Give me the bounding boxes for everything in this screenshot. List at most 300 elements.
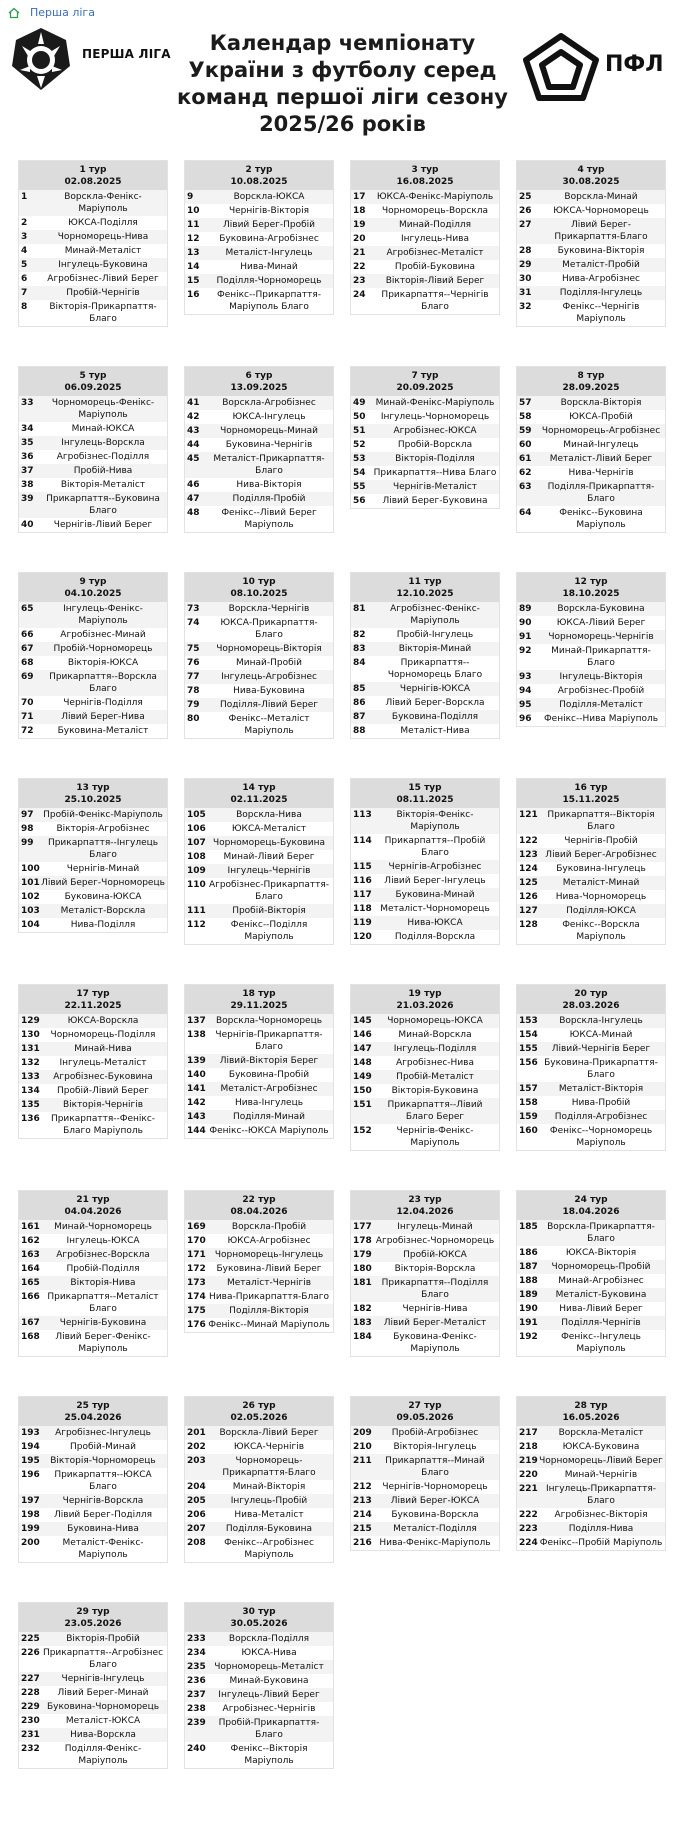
match-row xyxy=(517,1330,665,1356)
match-row xyxy=(517,1522,665,1536)
match-row xyxy=(351,696,499,710)
match-number: 101 xyxy=(21,878,40,888)
match-number: 92 xyxy=(519,646,532,656)
match-teams: Буковина-Чернігів xyxy=(225,440,313,450)
tour-card xyxy=(184,1396,334,1563)
match-teams: Лівий Берег-ЮКСА xyxy=(390,1496,480,1506)
match-number: 76 xyxy=(187,658,200,668)
match-row xyxy=(517,602,665,616)
match-number: 116 xyxy=(353,876,372,886)
match-number: 179 xyxy=(353,1250,372,1260)
match-number: 191 xyxy=(519,1318,538,1328)
tour-label: 14 тур xyxy=(242,783,276,793)
match-number: 24 xyxy=(353,290,366,300)
match-row xyxy=(517,616,665,630)
match-teams: Нива-Агробізнес xyxy=(562,274,640,284)
match-row xyxy=(517,1110,665,1124)
match-number: 110 xyxy=(187,880,206,890)
match-number: 60 xyxy=(519,440,532,450)
tour-card xyxy=(350,1190,500,1357)
match-teams: Буковина-Металіст xyxy=(57,726,149,736)
match-teams: Вікторія-Минай xyxy=(398,644,472,654)
match-teams: ЮКСА-Фенікс-Маріуполь xyxy=(376,192,494,202)
match-teams: Інгулець-Ворскла xyxy=(61,438,145,448)
match-row xyxy=(517,410,665,424)
tour-date: 29.11.2025 xyxy=(230,1001,288,1011)
match-teams: Минай-Поділля xyxy=(398,220,472,230)
match-number: 158 xyxy=(519,1098,538,1108)
tour-card xyxy=(184,1190,334,1333)
match-teams: Буковина-Вікторія xyxy=(557,246,645,256)
match-teams: Металіст-Чернігів xyxy=(226,1278,312,1288)
match-teams: Чорноморець-Агробізнес xyxy=(541,426,661,436)
match-number: 62 xyxy=(519,468,532,478)
match-row xyxy=(351,204,499,218)
match-row xyxy=(19,1316,167,1330)
match-teams: Поділля-Прикарпаття-Благо xyxy=(547,482,655,504)
match-number: 219 xyxy=(519,1456,538,1466)
match-teams: Інгулець-Пробій xyxy=(230,1496,308,1506)
match-teams: Поділля-Чорноморець xyxy=(216,276,322,286)
match-teams: Поділля-Металіст xyxy=(559,700,643,710)
match-teams: Ворскла-Металіст xyxy=(558,1428,644,1438)
match-number: 187 xyxy=(519,1262,538,1272)
match-number: 178 xyxy=(353,1236,372,1246)
match-number: 81 xyxy=(353,604,366,614)
match-teams: Інгулець-Прикарпаття-Благо xyxy=(545,1484,657,1506)
match-row xyxy=(351,218,499,232)
match-teams: Чорноморець-Металіст xyxy=(214,1662,324,1672)
match-teams: Чернігів-Вікторія xyxy=(228,206,310,216)
match-number: 20 xyxy=(353,234,366,244)
match-teams: Металіст-Ворскла xyxy=(60,906,146,916)
match-row xyxy=(351,808,499,834)
match-row xyxy=(185,616,333,642)
match-row xyxy=(185,1276,333,1290)
match-number: 108 xyxy=(187,852,206,862)
match-teams: Лівий Берег-Чорноморець xyxy=(41,878,165,888)
match-teams: ЮКСА-Інгулець xyxy=(232,412,306,422)
match-teams: Вікторія-Інгулець xyxy=(393,1442,477,1452)
match-row xyxy=(185,1110,333,1124)
match-number: 27 xyxy=(519,220,532,230)
match-teams: Лівий-Вікторія Берег xyxy=(219,1056,319,1066)
match-row xyxy=(19,1290,167,1316)
match-row xyxy=(19,1646,167,1672)
match-number: 117 xyxy=(353,890,372,900)
match-number: 235 xyxy=(187,1662,206,1672)
match-number: 114 xyxy=(353,836,372,846)
tour-label: 25 тур xyxy=(76,1401,110,1411)
match-row xyxy=(185,1248,333,1262)
tour-header xyxy=(351,985,499,1014)
match-row xyxy=(185,506,333,532)
match-teams: Пробій-Прикарпаття-Благо xyxy=(218,1718,320,1740)
match-number: 73 xyxy=(187,604,200,614)
match-number: 19 xyxy=(353,220,366,230)
match-teams: Прикарпаття--Чернігів Благо xyxy=(381,290,489,312)
tour-date: 28.09.2025 xyxy=(562,383,620,393)
match-teams: Пробій-Лівий Берег xyxy=(57,1086,149,1096)
tour-header xyxy=(19,1397,167,1426)
match-teams: Поділля-Лівий Берег xyxy=(220,700,318,710)
match-teams: Нива-Інгулець xyxy=(235,1098,303,1108)
match-number: 41 xyxy=(187,398,200,408)
match-number: 31 xyxy=(519,288,532,298)
match-number: 21 xyxy=(353,248,366,258)
tour-card xyxy=(350,778,500,945)
match-row xyxy=(185,904,333,918)
match-number: 34 xyxy=(21,424,34,434)
match-row xyxy=(351,1098,499,1124)
match-number: 22 xyxy=(353,262,366,272)
match-row xyxy=(351,860,499,874)
match-teams: Агробізнес-Прикарпаття-Благо xyxy=(208,880,330,902)
match-number: 137 xyxy=(187,1016,206,1026)
match-row xyxy=(351,874,499,888)
match-number: 169 xyxy=(187,1222,206,1232)
match-number: 7 xyxy=(21,288,28,298)
match-row xyxy=(517,1536,665,1550)
match-number: 63 xyxy=(519,482,532,492)
match-number: 221 xyxy=(519,1484,538,1494)
match-number: 162 xyxy=(21,1236,40,1246)
match-number: 214 xyxy=(353,1510,372,1520)
match-row xyxy=(517,834,665,848)
tour-date: 08.10.2025 xyxy=(230,589,288,599)
tour-header xyxy=(185,1603,333,1632)
match-number: 5 xyxy=(21,260,28,270)
match-row xyxy=(517,424,665,438)
match-number: 40 xyxy=(21,520,34,530)
tour-card xyxy=(18,366,168,533)
match-teams: Пробій-ЮКСА xyxy=(403,1250,467,1260)
match-number: 190 xyxy=(519,1304,538,1314)
match-row xyxy=(517,218,665,244)
match-row xyxy=(185,1096,333,1110)
match-row xyxy=(351,1028,499,1042)
tour-header xyxy=(185,573,333,602)
match-number: 225 xyxy=(21,1634,40,1644)
match-row xyxy=(19,1234,167,1248)
match-teams: Агробізнес-Металіст xyxy=(386,248,484,258)
match-teams: Лівий Берег-Прикарпаття-Благо xyxy=(554,220,648,242)
tour-header xyxy=(351,161,499,190)
tour-header xyxy=(19,367,167,396)
match-teams: Прикарпаття--Нива Благо xyxy=(373,468,497,478)
match-number: 105 xyxy=(187,810,206,820)
match-teams: Минай-Металіст xyxy=(64,246,142,256)
match-row xyxy=(19,710,167,724)
match-row xyxy=(19,464,167,478)
tour-header xyxy=(19,1191,167,1220)
tour-card xyxy=(18,1190,168,1357)
tour-card xyxy=(18,572,168,739)
match-number: 26 xyxy=(519,206,532,216)
match-number: 177 xyxy=(353,1222,372,1232)
match-number: 143 xyxy=(187,1112,206,1122)
match-row xyxy=(517,1246,665,1260)
match-row xyxy=(19,1494,167,1508)
tour-header xyxy=(185,367,333,396)
match-row xyxy=(19,492,167,518)
match-teams: Лівий-Чернігів Берег xyxy=(551,1044,651,1054)
match-row xyxy=(19,890,167,904)
match-row xyxy=(185,204,333,218)
match-row xyxy=(19,822,167,836)
match-number: 183 xyxy=(353,1318,372,1328)
match-number: 129 xyxy=(21,1016,40,1026)
tour-date: 30.05.2026 xyxy=(230,1619,288,1629)
match-number: 157 xyxy=(519,1084,538,1094)
match-number: 104 xyxy=(21,920,40,930)
match-number: 168 xyxy=(21,1332,40,1342)
match-teams: Фенікс--ЮКСА Маріуполь xyxy=(209,1126,329,1136)
match-teams: Нива-Металіст xyxy=(234,1510,304,1520)
match-teams: ЮКСА-Пробій xyxy=(569,412,633,422)
match-number: 84 xyxy=(353,658,366,668)
match-row xyxy=(185,274,333,288)
tour-card xyxy=(18,160,168,327)
tour-card xyxy=(184,160,334,315)
match-number: 100 xyxy=(21,864,40,874)
match-row xyxy=(185,190,333,204)
match-row xyxy=(517,1426,665,1440)
match-number: 64 xyxy=(519,508,532,518)
tour-date: 22.11.2025 xyxy=(64,1001,122,1011)
match-number: 53 xyxy=(353,454,366,464)
match-teams: Чорноморець-Ворскла xyxy=(381,206,489,216)
match-row xyxy=(185,836,333,850)
match-number: 236 xyxy=(187,1676,206,1686)
match-number: 130 xyxy=(21,1030,40,1040)
tour-header xyxy=(517,1191,665,1220)
match-teams: Агробізнес-Минай xyxy=(60,630,146,640)
match-number: 165 xyxy=(21,1278,40,1288)
match-teams: Металіст-Минай xyxy=(562,878,640,888)
match-teams: Фенікс--Пробій Маріуполь xyxy=(539,1538,663,1548)
match-teams: Нива-Прикарпаття-Благо xyxy=(209,1292,329,1302)
tour-label: 8 тур xyxy=(577,371,605,381)
match-number: 18 xyxy=(353,206,366,216)
match-row xyxy=(351,628,499,642)
match-row xyxy=(351,710,499,724)
match-number: 170 xyxy=(187,1236,206,1246)
match-number: 29 xyxy=(519,260,532,270)
tour-card xyxy=(516,984,666,1151)
match-teams: Минай-Лівий Берег xyxy=(223,852,315,862)
match-teams: Агробізнес-ЮКСА xyxy=(393,426,477,436)
home-icon[interactable] xyxy=(8,7,20,19)
match-number: 113 xyxy=(353,810,372,820)
match-number: 75 xyxy=(187,644,200,654)
match-row xyxy=(517,1028,665,1042)
match-teams: ЮКСА-Металіст xyxy=(231,824,307,834)
match-teams: Минай-ЮКСА xyxy=(71,424,135,434)
match-number: 155 xyxy=(519,1044,538,1054)
match-number: 106 xyxy=(187,824,206,834)
match-teams: Фенікс--Вікторія Маріуполь xyxy=(230,1744,308,1766)
match-row xyxy=(19,836,167,862)
match-teams: Ворскла-Агробізнес xyxy=(222,398,316,408)
match-row xyxy=(185,1234,333,1248)
match-row xyxy=(185,1716,333,1742)
match-teams: ЮКСА-Агробізнес xyxy=(227,1236,311,1246)
match-row xyxy=(19,1098,167,1112)
match-row xyxy=(517,204,665,218)
match-row xyxy=(517,918,665,944)
match-teams: Минай-Прикарпаття-Благо xyxy=(551,646,651,668)
match-teams: Металіст-Поділля xyxy=(393,1524,477,1534)
match-number: 78 xyxy=(187,686,200,696)
match-teams: ЮКСА-Минай xyxy=(569,1030,633,1040)
match-row xyxy=(185,1082,333,1096)
page-title xyxy=(175,30,510,138)
match-row xyxy=(351,1426,499,1440)
match-row xyxy=(19,300,167,326)
match-row xyxy=(185,1536,333,1562)
match-number: 107 xyxy=(187,838,206,848)
match-number: 234 xyxy=(187,1648,206,1658)
match-row xyxy=(19,190,167,216)
match-number: 164 xyxy=(21,1264,40,1274)
match-teams: Вікторія-Агробізнес xyxy=(56,824,150,834)
match-row xyxy=(185,438,333,452)
match-row xyxy=(185,864,333,878)
match-row xyxy=(517,712,665,726)
match-number: 43 xyxy=(187,426,200,436)
tour-date: 12.04.2026 xyxy=(396,1207,454,1217)
match-teams: Лівий Берег-Агробізнес xyxy=(545,850,657,860)
match-teams: Вікторія-Нива xyxy=(70,1278,136,1288)
match-teams: Металіст-ЮКСА xyxy=(65,1716,141,1726)
match-row xyxy=(19,1070,167,1084)
match-row xyxy=(351,642,499,656)
match-teams: Поділля-Буковина xyxy=(225,1524,313,1534)
breadcrumb-current[interactable]: Перша ліга xyxy=(30,6,95,19)
match-teams: Вікторія-Поділля xyxy=(395,454,475,464)
match-teams: Чорноморець-Прикарпаття-Благо xyxy=(222,1456,316,1478)
match-number: 223 xyxy=(519,1524,538,1534)
match-teams: Буковина-Ворскла xyxy=(391,1510,479,1520)
match-number: 8 xyxy=(21,302,28,312)
match-number: 72 xyxy=(21,726,34,736)
match-teams: Буковина-Фенікс-Маріуполь xyxy=(393,1332,477,1354)
match-number: 69 xyxy=(21,672,34,682)
match-row xyxy=(19,1426,167,1440)
tour-label: 5 тур xyxy=(79,371,107,381)
match-teams: Лівий Берег-Металіст xyxy=(383,1318,487,1328)
match-teams: Ворскла-Прикарпаття-Благо xyxy=(547,1222,655,1244)
match-row xyxy=(185,1220,333,1234)
match-row xyxy=(19,696,167,710)
tour-label: 30 тур xyxy=(242,1607,276,1617)
match-teams: Лівий Берег-Ворскла xyxy=(385,698,485,708)
match-row xyxy=(19,876,167,890)
match-teams: Агробізнес-Пробій xyxy=(557,686,645,696)
match-teams: Лівий Берег-Інгулець xyxy=(384,876,486,886)
match-teams: Металіст-Прикарпаття-Благо xyxy=(213,454,325,476)
match-teams: Фенікс--Поділля Маріуполь xyxy=(230,920,308,942)
match-number: 115 xyxy=(353,862,372,872)
match-teams: Чернігів-Агробізнес xyxy=(388,862,482,872)
match-number: 229 xyxy=(21,1702,40,1712)
tour-header xyxy=(351,779,499,808)
match-number: 201 xyxy=(187,1428,206,1438)
match-number: 231 xyxy=(21,1730,40,1740)
match-teams: Чорноморець-Нива xyxy=(57,232,149,242)
match-number: 181 xyxy=(353,1278,372,1288)
match-row xyxy=(19,1468,167,1494)
match-teams: Лівий Берег-Поділля xyxy=(54,1510,152,1520)
match-teams: Нива-Лівий Берег xyxy=(559,1304,643,1314)
match-teams: Буковина-Інгулець xyxy=(556,864,646,874)
match-row xyxy=(185,1426,333,1440)
tour-label: 2 тур xyxy=(245,165,273,175)
tour-label: 24 тур xyxy=(574,1195,608,1205)
match-teams: Нива-Чорноморець xyxy=(555,892,647,902)
match-number: 47 xyxy=(187,494,200,504)
match-row xyxy=(185,452,333,478)
match-teams: Нива-Чернігів xyxy=(568,468,634,478)
match-row xyxy=(185,1290,333,1304)
match-row xyxy=(185,822,333,836)
match-row xyxy=(517,1288,665,1302)
match-number: 90 xyxy=(519,618,532,628)
match-row xyxy=(351,656,499,682)
match-teams: Інгулець-ЮКСА xyxy=(66,1236,140,1246)
match-row xyxy=(19,1440,167,1454)
match-row xyxy=(351,410,499,424)
match-number: 232 xyxy=(21,1744,40,1754)
match-teams: Чорноморець-Вікторія xyxy=(216,644,322,654)
match-number: 141 xyxy=(187,1084,206,1094)
tour-label: 17 тур xyxy=(76,989,110,999)
match-teams: Прикарпаття--Металіст Благо xyxy=(47,1292,159,1314)
match-teams: Фенікс--Агробізнес Маріуполь xyxy=(224,1538,314,1560)
tour-card xyxy=(350,572,500,739)
match-row xyxy=(185,1522,333,1536)
match-teams: Поділля-Ворскла xyxy=(394,932,476,942)
match-row xyxy=(19,1084,167,1098)
match-teams: Нива-Буковина xyxy=(233,686,305,696)
tour-date: 02.11.2025 xyxy=(230,795,288,805)
match-row xyxy=(351,1248,499,1262)
match-teams: Буковина-Пробій xyxy=(228,1070,310,1080)
match-teams: Прикарпаття--Поділля Благо xyxy=(381,1278,489,1300)
match-teams: Буковина-Прикарпаття-Благо xyxy=(544,1058,658,1080)
match-number: 180 xyxy=(353,1264,372,1274)
match-teams: Агробізнес-Фенікс-Маріуполь xyxy=(390,604,480,626)
match-teams: Чернігів-Ворскла xyxy=(62,1496,144,1506)
match-number: 86 xyxy=(353,698,366,708)
match-teams: Пробій-Фенікс-Маріуполь xyxy=(43,810,163,820)
match-teams: Буковина-Агробізнес xyxy=(219,234,319,244)
match-row xyxy=(351,1276,499,1302)
tour-header xyxy=(185,779,333,808)
match-teams: Чернігів-Чорноморець xyxy=(382,1482,488,1492)
match-row xyxy=(517,1468,665,1482)
match-teams: ЮКСА-Нива xyxy=(241,1648,297,1658)
match-number: 127 xyxy=(519,906,538,916)
tour-header xyxy=(185,1191,333,1220)
match-row xyxy=(351,1070,499,1084)
tour-card xyxy=(516,1190,666,1357)
match-teams: Інгулець-Металіст xyxy=(59,1058,147,1068)
match-teams: Чорноморець-Лівий Берег xyxy=(539,1456,663,1466)
tour-label: 19 тур xyxy=(408,989,442,999)
match-row xyxy=(517,1508,665,1522)
